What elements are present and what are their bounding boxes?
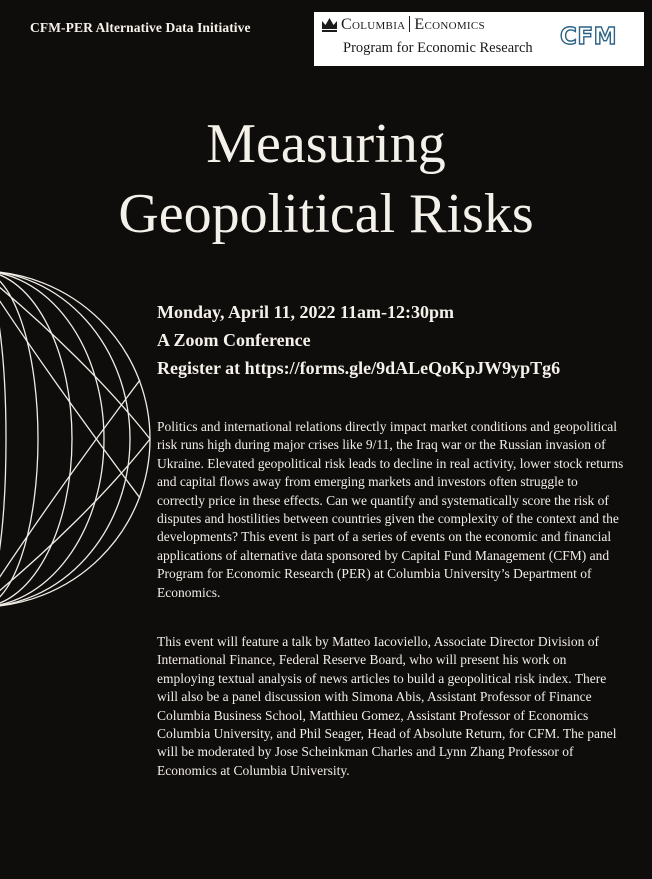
columbia-economics-logo (341, 16, 485, 34)
event-date-time: Monday, April 11, 2022 11am-12:30pm (157, 302, 455, 322)
description-paragraph-1: Politics and international relations directly impact market conditions and geopolitical risk runs high during major crises like 9/11, the Iraq war or the Russian invasion of Ukraine. Elevated geopolitical risk leads to decline in real activity, lower stock returns and capital flows away from emerging markets and investors often struggle to correctly price in these effects. Can we quantify and systematically score the risk of disputes and hostilities between countries given the complexity of the context and the developments? This event is part of a series of events on the economic and financial applications of alternative data sponsored by Capital Fund Management (CFM) and Program for Economic Research (PER) at Columbia University’s Department of Economics. (157, 419, 624, 600)
registration-link[interactable]: Register at https://forms.gle/9dALeQoKpJW9ypTg6 (157, 358, 561, 378)
description-paragraph-2: This event will feature a talk by Matteo Iacoviello, Associate Director Division of International Finance, Federal Reserve Board, who will present his work on employing textual analysis of news articles to build a geopolitical risk index. There will also be a panel discussion with Simona Abis, Assistant Professor of Finance Columbia Business School, Matthieu Gomez, Assistant Professor of Economics Columbia University, and Phil Seager, Head of Absolute Return, for CFM. The panel will be moderated by Jose Scheinkman Charles and Lynn Zhang Professor of Economics at Columbia University. (157, 634, 617, 778)
page-title-line-1: Measuring (206, 113, 446, 175)
page-title-line-2: Geopolitical Risks (118, 183, 534, 245)
event-details (157, 298, 560, 382)
initiative-label: CFM-PER Alternative Data Initiative (30, 20, 251, 35)
event-format: A Zoom Conference (157, 330, 311, 350)
sponsor-logos (314, 12, 644, 66)
globe-wireframe-icon (0, 268, 152, 610)
cfm-logo: CFM (560, 24, 617, 50)
program-name: Program for Economic Research (343, 40, 533, 56)
columbia-crown-icon (321, 17, 338, 32)
economics-wordmark: Economics (414, 16, 485, 33)
logo-divider (409, 16, 410, 32)
columbia-wordmark: Columbia (341, 16, 406, 33)
